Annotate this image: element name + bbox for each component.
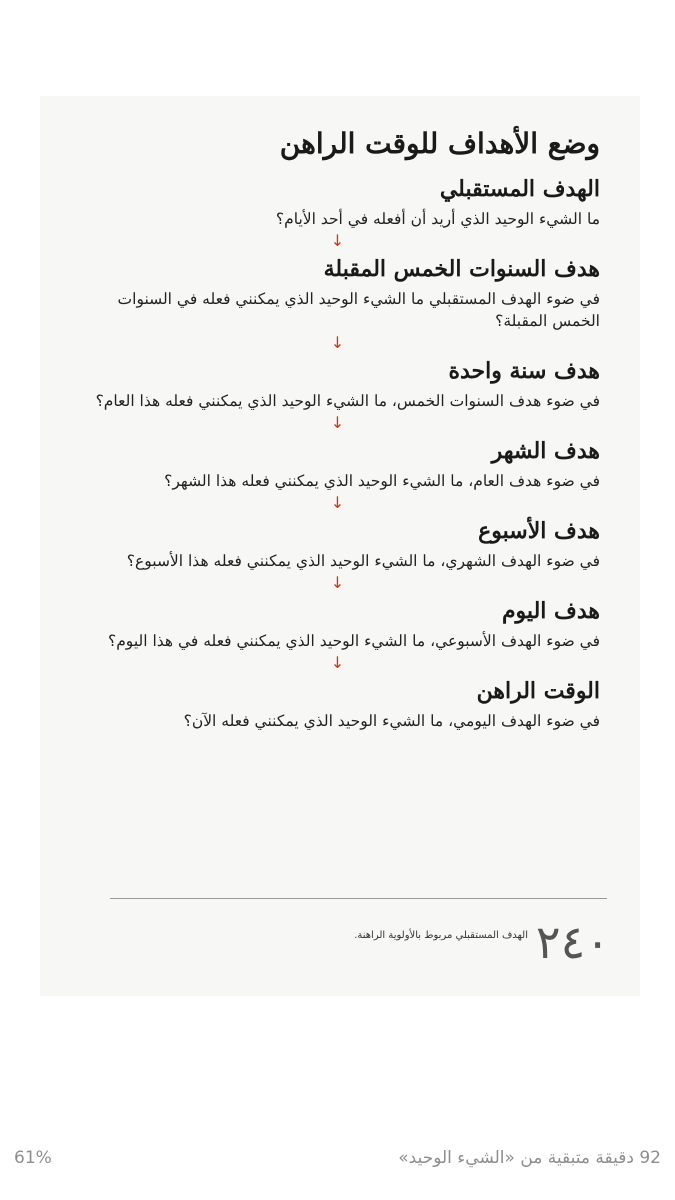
step-question: في ضوء الهدف المستقبلي ما الشيء الوحيد الذي يمكنني فعله في السنوات الخمس المقبلة؟ bbox=[117, 290, 600, 330]
step-question: في ضوء الهدف اليومي، ما الشيء الوحيد الذي يمكنني فعله الآن؟ bbox=[183, 712, 600, 730]
page-content bbox=[70, 122, 600, 732]
step-heading: هدف السنوات الخمس المقبلة bbox=[323, 256, 600, 282]
step-heading: هدف الأسبوع bbox=[478, 518, 600, 544]
step-heading: هدف الشهر bbox=[491, 438, 600, 464]
footnote: الهدف المستقبلي مربوط بالأولوية الراهنة. bbox=[354, 930, 528, 941]
step-heading: الهدف المستقبلي bbox=[439, 176, 600, 202]
page-footer bbox=[330, 912, 610, 972]
footer-divider bbox=[110, 898, 607, 899]
down-arrow-icon: ↓ bbox=[330, 413, 345, 432]
step-one-year-goal bbox=[70, 354, 600, 412]
step-question: ما الشيء الوحيد الذي أريد أن أفعله في أحد الأيام؟ bbox=[275, 210, 600, 228]
down-arrow-icon: ↓ bbox=[330, 573, 345, 592]
down-arrow-icon: ↓ bbox=[330, 333, 345, 352]
step-week-goal bbox=[70, 514, 600, 572]
step-heading: هدف اليوم bbox=[501, 598, 600, 624]
step-heading: هدف سنة واحدة bbox=[448, 358, 600, 384]
step-month-goal bbox=[70, 434, 600, 492]
reader-status-bar bbox=[0, 1140, 675, 1180]
step-question: في ضوء هدف العام، ما الشيء الوحيد الذي يمكنني فعله هذا الشهر؟ bbox=[164, 472, 600, 490]
step-question: في ضوء الهدف الشهري، ما الشيء الوحيد الذي يمكنني فعله هذا الأسبوع؟ bbox=[126, 552, 600, 570]
time-remaining: 92 دقيقة متبقية من «الشيء الوحيد» bbox=[398, 1148, 661, 1168]
step-day-goal bbox=[70, 594, 600, 652]
step-right-now bbox=[70, 674, 600, 732]
chapter-title: وضع الأهداف للوقت الراهن bbox=[279, 127, 600, 160]
step-future-goal bbox=[70, 172, 600, 230]
down-arrow-icon: ↓ bbox=[330, 493, 345, 512]
page-number: ٢٤٠ bbox=[535, 915, 610, 969]
step-question: في ضوء هدف السنوات الخمس، ما الشيء الوحيد الذي يمكنني فعله هذا العام؟ bbox=[95, 392, 600, 410]
down-arrow-icon: ↓ bbox=[330, 231, 345, 250]
step-heading: الوقت الراهن bbox=[476, 678, 600, 704]
step-question: في ضوء الهدف الأسبوعي، ما الشيء الوحيد الذي يمكنني فعله في هذا اليوم؟ bbox=[107, 632, 600, 650]
reading-progress-percent: 61% bbox=[14, 1148, 52, 1168]
down-arrow-icon: ↓ bbox=[330, 653, 345, 672]
step-five-year-goal bbox=[70, 252, 600, 332]
